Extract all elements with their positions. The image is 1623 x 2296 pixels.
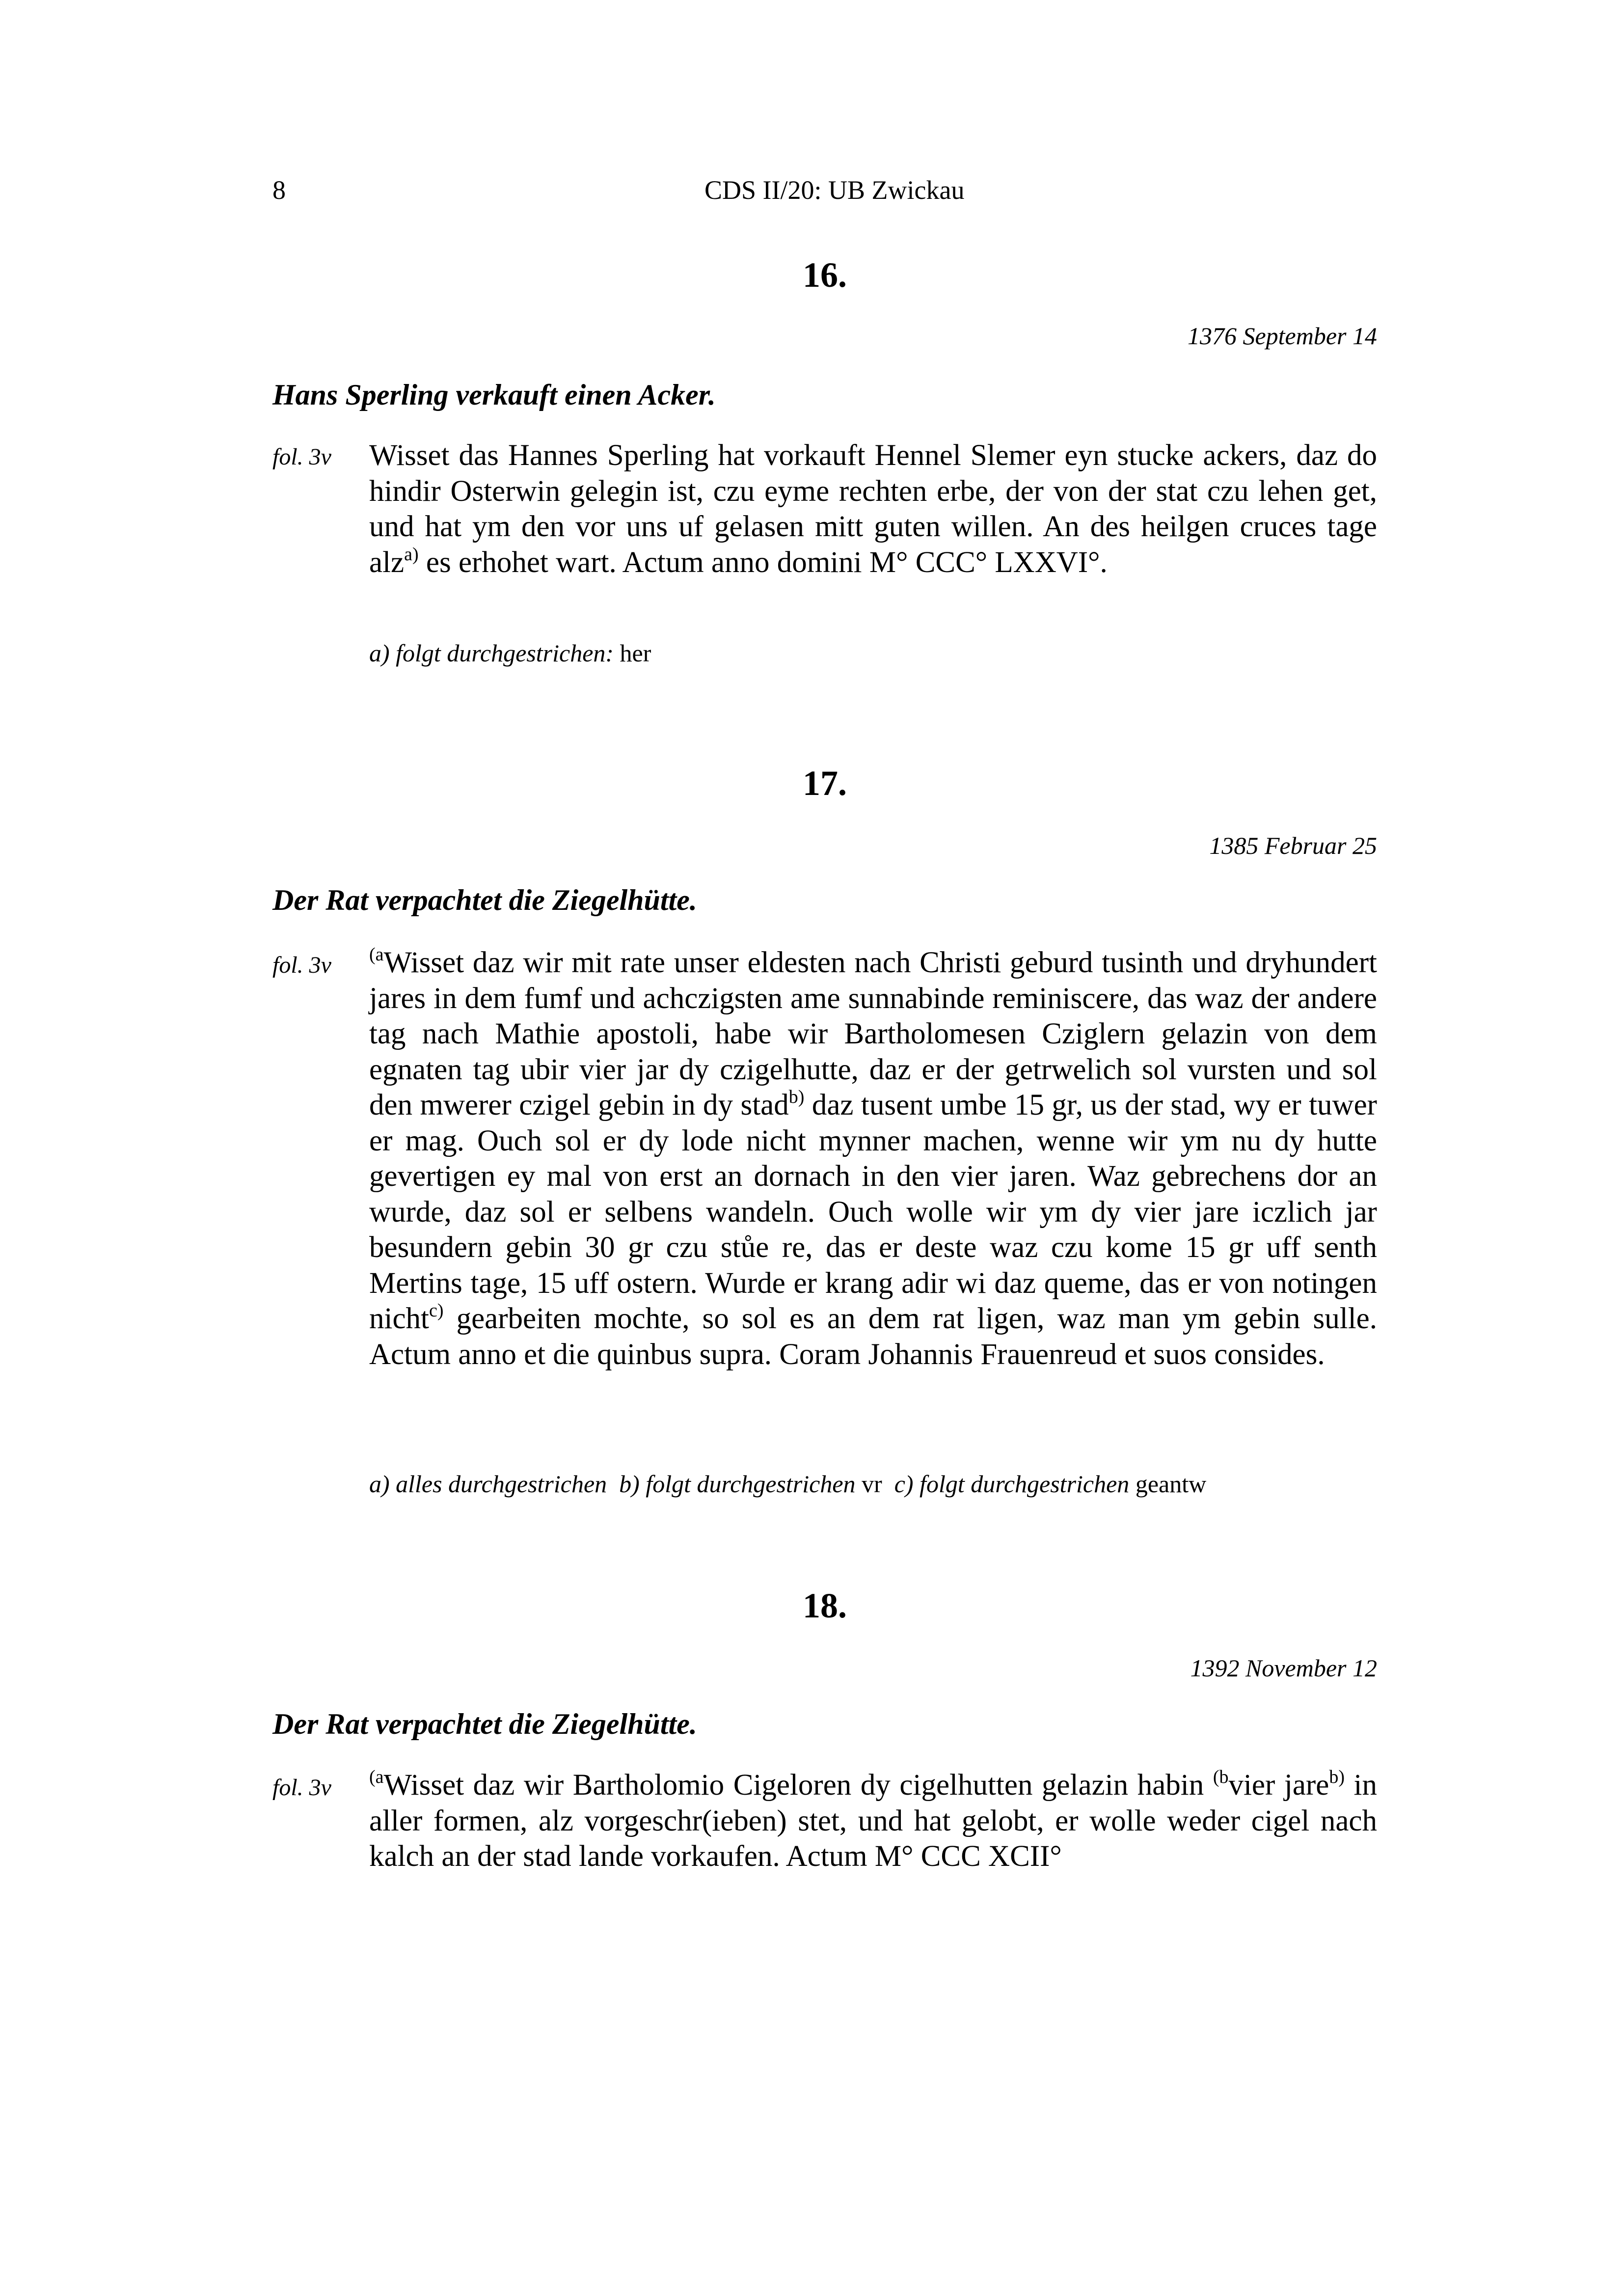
footnote-marker: (b [1213,1767,1229,1787]
folio-reference: fol. 3v [272,444,331,470]
footnote-marker: (a [369,1767,384,1787]
footnote-marker: b) [788,1087,805,1107]
document-date: 1392 November 12 [1190,1654,1377,1682]
page-number: 8 [272,175,286,205]
document-text: $^{(a}$Wisset daz wir Bartholomio Cigeloren dy cigelhutten gelazin habin $^{(b}$vier jare$^{b)}$ in aller formen, alz vorgeschr(ieben) stet, und hat gelobt, er wolle weder cigel nach kalch an der stad lande vorkaufen. Actum M° CCC XCII° [369,1767,1377,1873]
running-head [272,173,1377,207]
document-number: 17. [803,764,847,803]
folio-reference: fol. 3v [272,1775,331,1801]
document-heading: Hans Sperling verkauft einen Acker. [272,379,716,411]
document-number: 16. [803,255,847,295]
footnote-marker: b) [1329,1767,1345,1787]
footnote-line: a) alles durchgestrichen b) folgt durchgestrichen vr c) folgt durchgestrichen geantw [369,1470,1207,1498]
footnote-marker: c) [429,1300,444,1321]
document-heading: Der Rat verpachtet die Ziegelhütte. [272,884,697,916]
footnote: a) folgt durchgestrichen: her [369,639,651,667]
document-text: $^{(a}$Wisset daz wir mit rate unser eldesten nach Christi geburd tusinth und dryhundert jares in dem fumf und achczigsten ame sunnabinde reminiscere, das waz der andere tag nach Mathie apostoli, habe wir Bartholomesen Cziglern gelazin von dem egnaten tag ubir vier jar dy czigelhutte, daz er der getrwelich sol vursten und sol den mwerer czigel gebin in dy stad$^{b)}$ daz tusent umbe 15 gr, us der stad, wy er tuwer er mag. Ouch sol er dy lode nicht mynner machen, wenne wir ym nu dy hutte gevertigen ey mal von erst an dornach in den vier jaren. Waz gebrechens dor an wurde, daz sol er selbens wandeln. Ouch wolle wir ym dy vier jare iczlich jar besundern gebin 30 gr czu stůe re, das er deste waz czu kome 15 gr uff senth Mertins tage, 15 uff ostern. Wurde er krang adir wi daz queme, das er von notingen nicht$^{c)}$ gearbeiten mochte, so sol es an dem rat ligen, waz man ym gebin sulle. Actum anno et die quinbus supra. Coram Johannis Frauenreud et suos consides. [369,944,1377,1371]
footnote-marker: (a [369,944,384,965]
document-heading: Der Rat verpachtet die Ziegelhütte. [272,1708,697,1740]
footnote-marker: a) [404,544,419,565]
folio-reference: fol. 3v [272,952,331,978]
document-text: Wisset das Hannes Sperling hat vorkauft Hennel Slemer eyn stucke ackers, daz do hindir Osterwin gelegin ist, czu eyme rechten erbe, der von der stat czu lehen get, und hat ym den vor uns uf gelasen mitt guten willen. An des heilgen cruces tage alz$^{a)}$ es erhohet wart. Actum anno domini M° CCC° LXXVI°. [369,439,1377,579]
running-title: CDS II/20: UB Zwickau [704,175,965,205]
document-date: 1376 September 14 [1187,322,1377,350]
document-number: 18. [803,1586,847,1625]
document-date: 1385 Februar 25 [1209,832,1377,859]
